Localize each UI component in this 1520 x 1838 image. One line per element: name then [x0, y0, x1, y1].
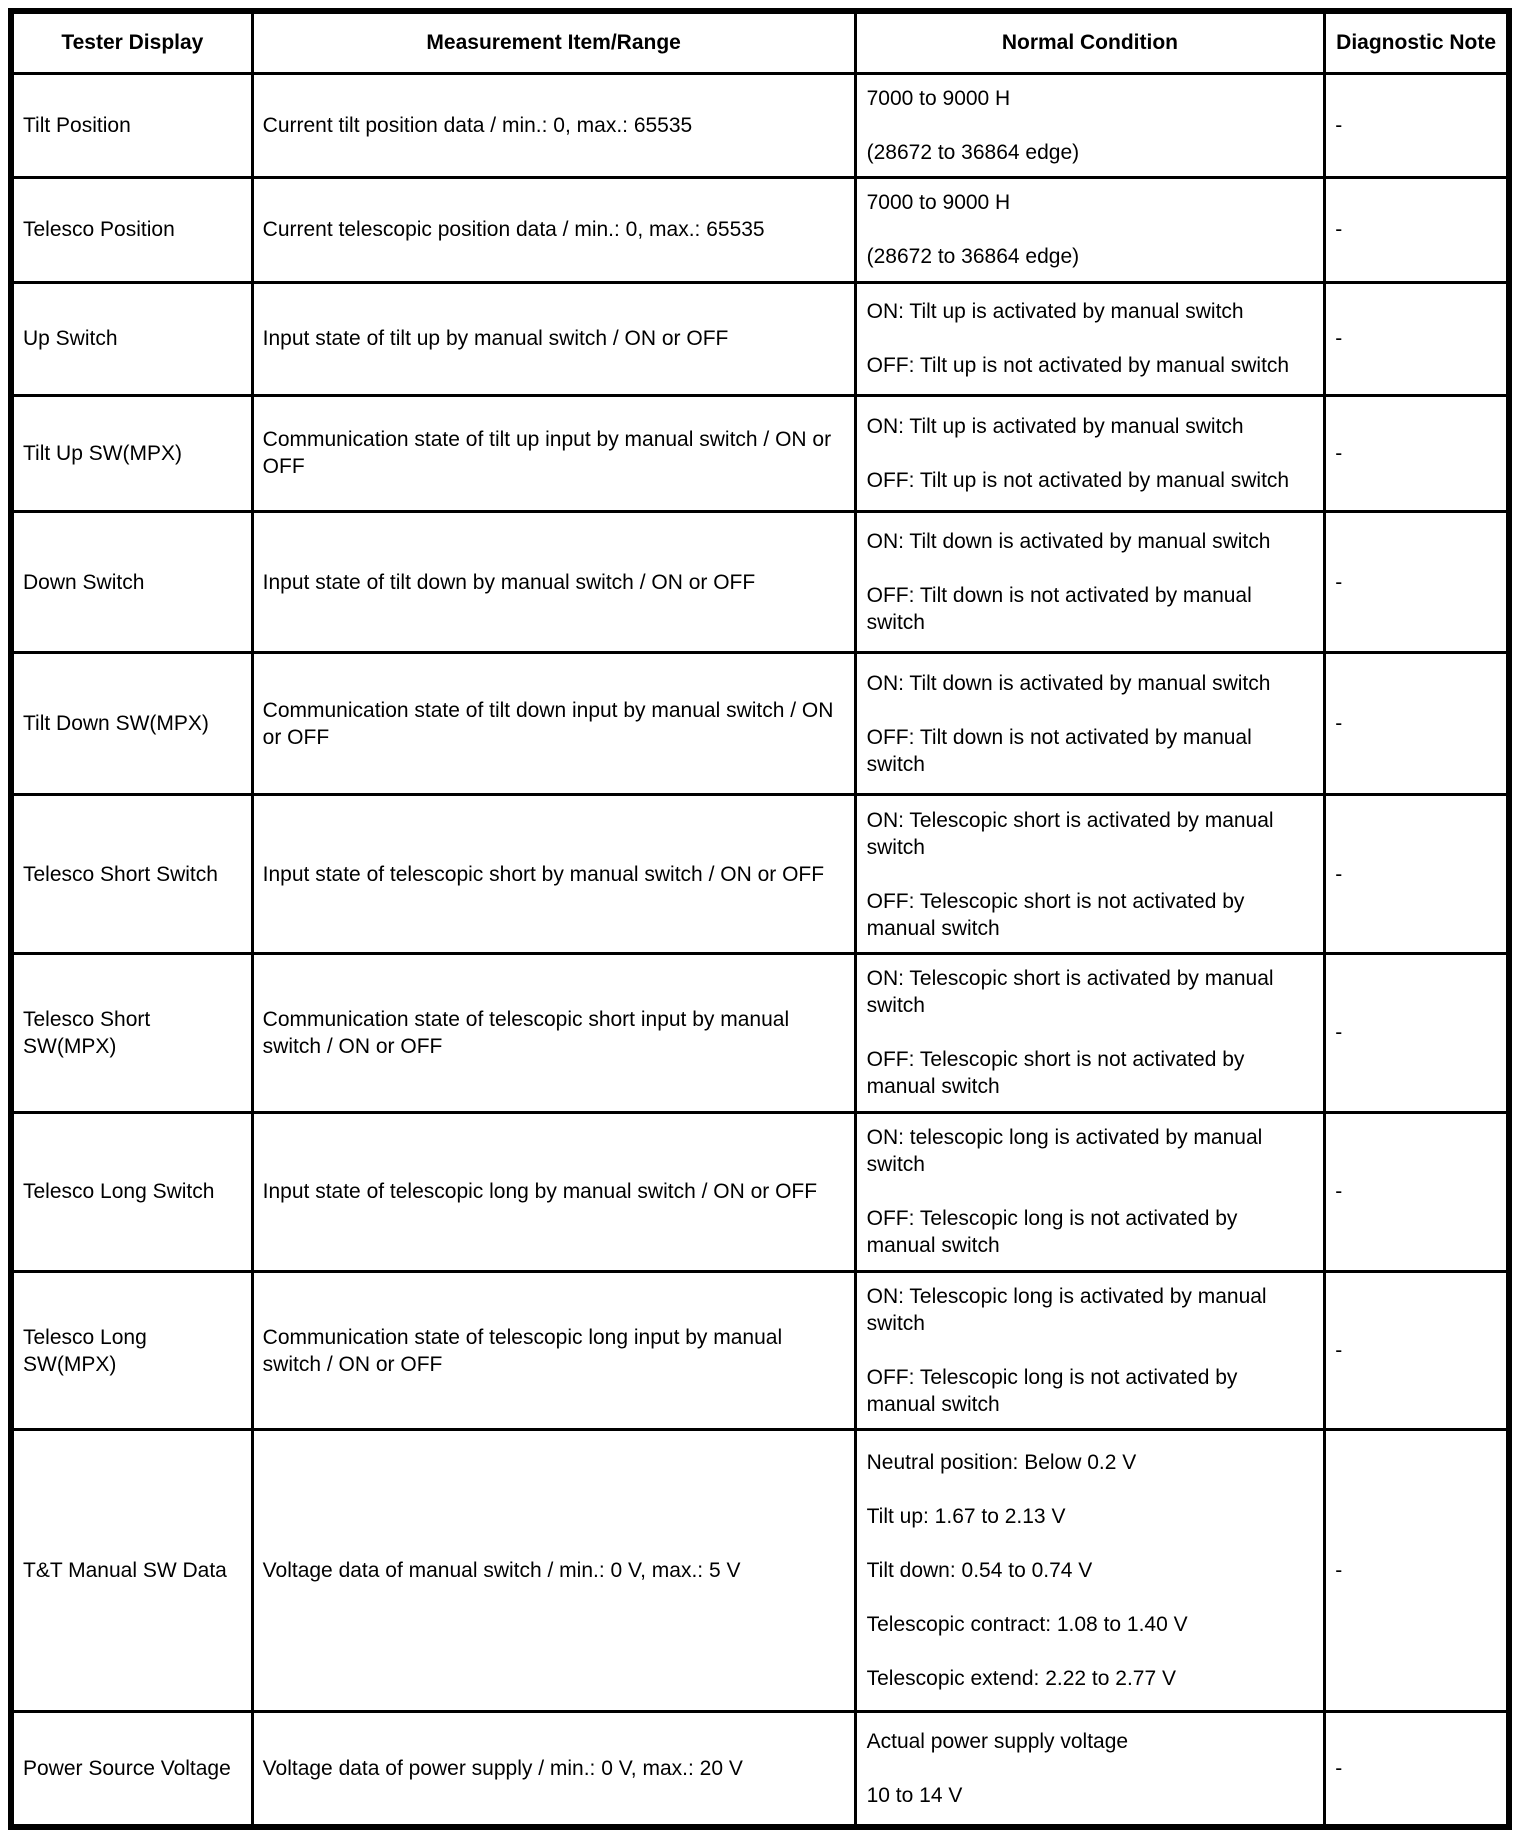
- tester-display-cell: Down Switch: [11, 511, 252, 653]
- condition-line: (28672 to 36864 edge): [866, 245, 1080, 269]
- condition-line: OFF: Telescopic long is not activated by manual switch: [866, 1207, 1238, 1258]
- condition-line: Tilt down: 0.54 to 0.74 V: [866, 1559, 1093, 1583]
- table-row: [11, 1112, 1509, 1271]
- table-row: [11, 1711, 1509, 1827]
- condition-line: ON: Tilt up is activated by manual switch: [866, 414, 1244, 438]
- tester-display-cell: Telesco Position: [11, 178, 252, 283]
- measurement-cell: Input state of tilt up by manual switch / ON or OFF: [252, 282, 855, 396]
- diagnostic-note-cell: -: [1325, 953, 1509, 1112]
- measurement-cell: Current tilt position data / min.: 0, max.: 65535: [252, 73, 855, 178]
- column-header-diagnostic-note: Diagnostic Note: [1325, 11, 1509, 73]
- table-header-row: [11, 11, 1509, 73]
- normal-condition-cell: [855, 1271, 1325, 1430]
- diagnostic-note-cell: -: [1325, 795, 1509, 954]
- tester-display-cell: Telesco Short Switch: [11, 795, 252, 954]
- condition-line: ON: Tilt down is activated by manual switch: [866, 530, 1271, 554]
- condition-line: OFF: Tilt up is not activated by manual switch: [866, 354, 1290, 378]
- condition-line: 10 to 14 V: [866, 1783, 963, 1807]
- column-header-tester-display: Tester Display: [11, 11, 252, 73]
- column-header-normal-condition: Normal Condition: [855, 11, 1325, 73]
- condition-line: OFF: Telescopic long is not activated by manual switch: [866, 1366, 1238, 1416]
- condition-line: ON: Telescopic short is activated by manual switch: [866, 967, 1274, 1018]
- condition-line: ON: Telescopic long is activated by manual switch: [866, 1285, 1267, 1335]
- normal-condition-cell: [855, 511, 1325, 653]
- tester-display-cell: Telesco Short SW(MPX): [11, 953, 252, 1112]
- table-row: [11, 795, 1509, 954]
- diagnostic-note-cell: -: [1325, 1271, 1509, 1430]
- tester-display-cell: Tilt Position: [11, 73, 252, 178]
- condition-line: OFF: Telescopic short is not activated by manual switch: [866, 889, 1245, 940]
- tester-display-cell: Power Source Voltage: [11, 1711, 252, 1827]
- table-row: [11, 73, 1509, 178]
- diagnostic-note-cell: -: [1325, 1430, 1509, 1711]
- column-header-measurement-item-range: Measurement Item/Range: [252, 11, 855, 73]
- measurement-cell: Communication state of tilt up input by manual switch / ON or OFF: [252, 396, 855, 512]
- condition-line: 7000 to 9000 H: [866, 191, 1011, 215]
- tester-display-cell: Up Switch: [11, 282, 252, 396]
- condition-line: Telescopic extend: 2.22 to 2.77 V: [866, 1667, 1176, 1691]
- condition-line: OFF: Tilt up is not activated by manual switch: [866, 468, 1290, 492]
- normal-condition-cell: [855, 282, 1325, 396]
- table-row: [11, 1271, 1509, 1430]
- measurement-cell: Input state of telescopic long by manual switch / ON or OFF: [252, 1112, 855, 1271]
- tester-display-cell: T&T Manual SW Data: [11, 1430, 252, 1711]
- condition-line: (28672 to 36864 edge): [866, 140, 1080, 164]
- condition-line: Neutral position: Below 0.2 V: [866, 1451, 1137, 1475]
- condition-line: Tilt up: 1.67 to 2.13 V: [866, 1505, 1066, 1529]
- diagnostic-data-table: [8, 8, 1512, 1830]
- condition-line: ON: Telescopic short is activated by manual switch: [866, 808, 1274, 859]
- table-row: [11, 653, 1509, 795]
- measurement-cell: Input state of telescopic short by manual switch / ON or OFF: [252, 795, 855, 954]
- diagnostic-note-cell: -: [1325, 282, 1509, 396]
- tester-display-cell: Tilt Down SW(MPX): [11, 653, 252, 795]
- measurement-cell: Voltage data of power supply / min.: 0 V, max.: 20 V: [252, 1711, 855, 1827]
- diagnostic-note-cell: -: [1325, 1711, 1509, 1827]
- table-row: [11, 953, 1509, 1112]
- measurement-cell: Current telescopic position data / min.: 0, max.: 65535: [252, 178, 855, 283]
- measurement-cell: Communication state of telescopic long input by manual switch / ON or OFF: [252, 1271, 855, 1430]
- normal-condition-cell: [855, 953, 1325, 1112]
- normal-condition-cell: [855, 795, 1325, 954]
- diagnostic-note-cell: -: [1325, 511, 1509, 653]
- condition-line: Telescopic contract: 1.08 to 1.40 V: [866, 1613, 1188, 1637]
- condition-line: 7000 to 9000 H: [866, 86, 1011, 110]
- normal-condition-cell: [855, 73, 1325, 178]
- condition-line: OFF: Tilt down is not activated by manual switch: [866, 725, 1252, 776]
- table-row: [11, 178, 1509, 283]
- condition-line: OFF: Telescopic short is not activated by manual switch: [866, 1048, 1245, 1099]
- diagnostic-note-cell: -: [1325, 178, 1509, 283]
- normal-condition-cell: [855, 178, 1325, 283]
- tester-display-cell: Tilt Up SW(MPX): [11, 396, 252, 512]
- table-row: [11, 282, 1509, 396]
- diagnostic-note-cell: -: [1325, 396, 1509, 512]
- normal-condition-cell: [855, 1711, 1325, 1827]
- condition-line: ON: telescopic long is activated by manual switch: [866, 1126, 1263, 1177]
- table-row: [11, 511, 1509, 653]
- condition-line: ON: Tilt down is activated by manual switch: [866, 671, 1271, 695]
- normal-condition-cell: [855, 653, 1325, 795]
- condition-line: OFF: Tilt down is not activated by manual switch: [866, 584, 1252, 635]
- diagnostic-note-cell: -: [1325, 1112, 1509, 1271]
- normal-condition-cell: [855, 396, 1325, 512]
- condition-line: ON: Tilt up is activated by manual switch: [866, 300, 1244, 324]
- measurement-cell: Voltage data of manual switch / min.: 0 V, max.: 5 V: [252, 1430, 855, 1711]
- measurement-cell: Communication state of telescopic short input by manual switch / ON or OFF: [252, 953, 855, 1112]
- tester-display-cell: Telesco Long Switch: [11, 1112, 252, 1271]
- tester-display-cell: Telesco Long SW(MPX): [11, 1271, 252, 1430]
- condition-line: Actual power supply voltage: [866, 1729, 1129, 1753]
- table-row: [11, 396, 1509, 512]
- normal-condition-cell: [855, 1112, 1325, 1271]
- diagnostic-note-cell: -: [1325, 73, 1509, 178]
- table-row: [11, 1430, 1509, 1711]
- measurement-cell: Communication state of tilt down input by manual switch / ON or OFF: [252, 653, 855, 795]
- measurement-cell: Input state of tilt down by manual switch / ON or OFF: [252, 511, 855, 653]
- normal-condition-cell: [855, 1430, 1325, 1711]
- diagnostic-note-cell: -: [1325, 653, 1509, 795]
